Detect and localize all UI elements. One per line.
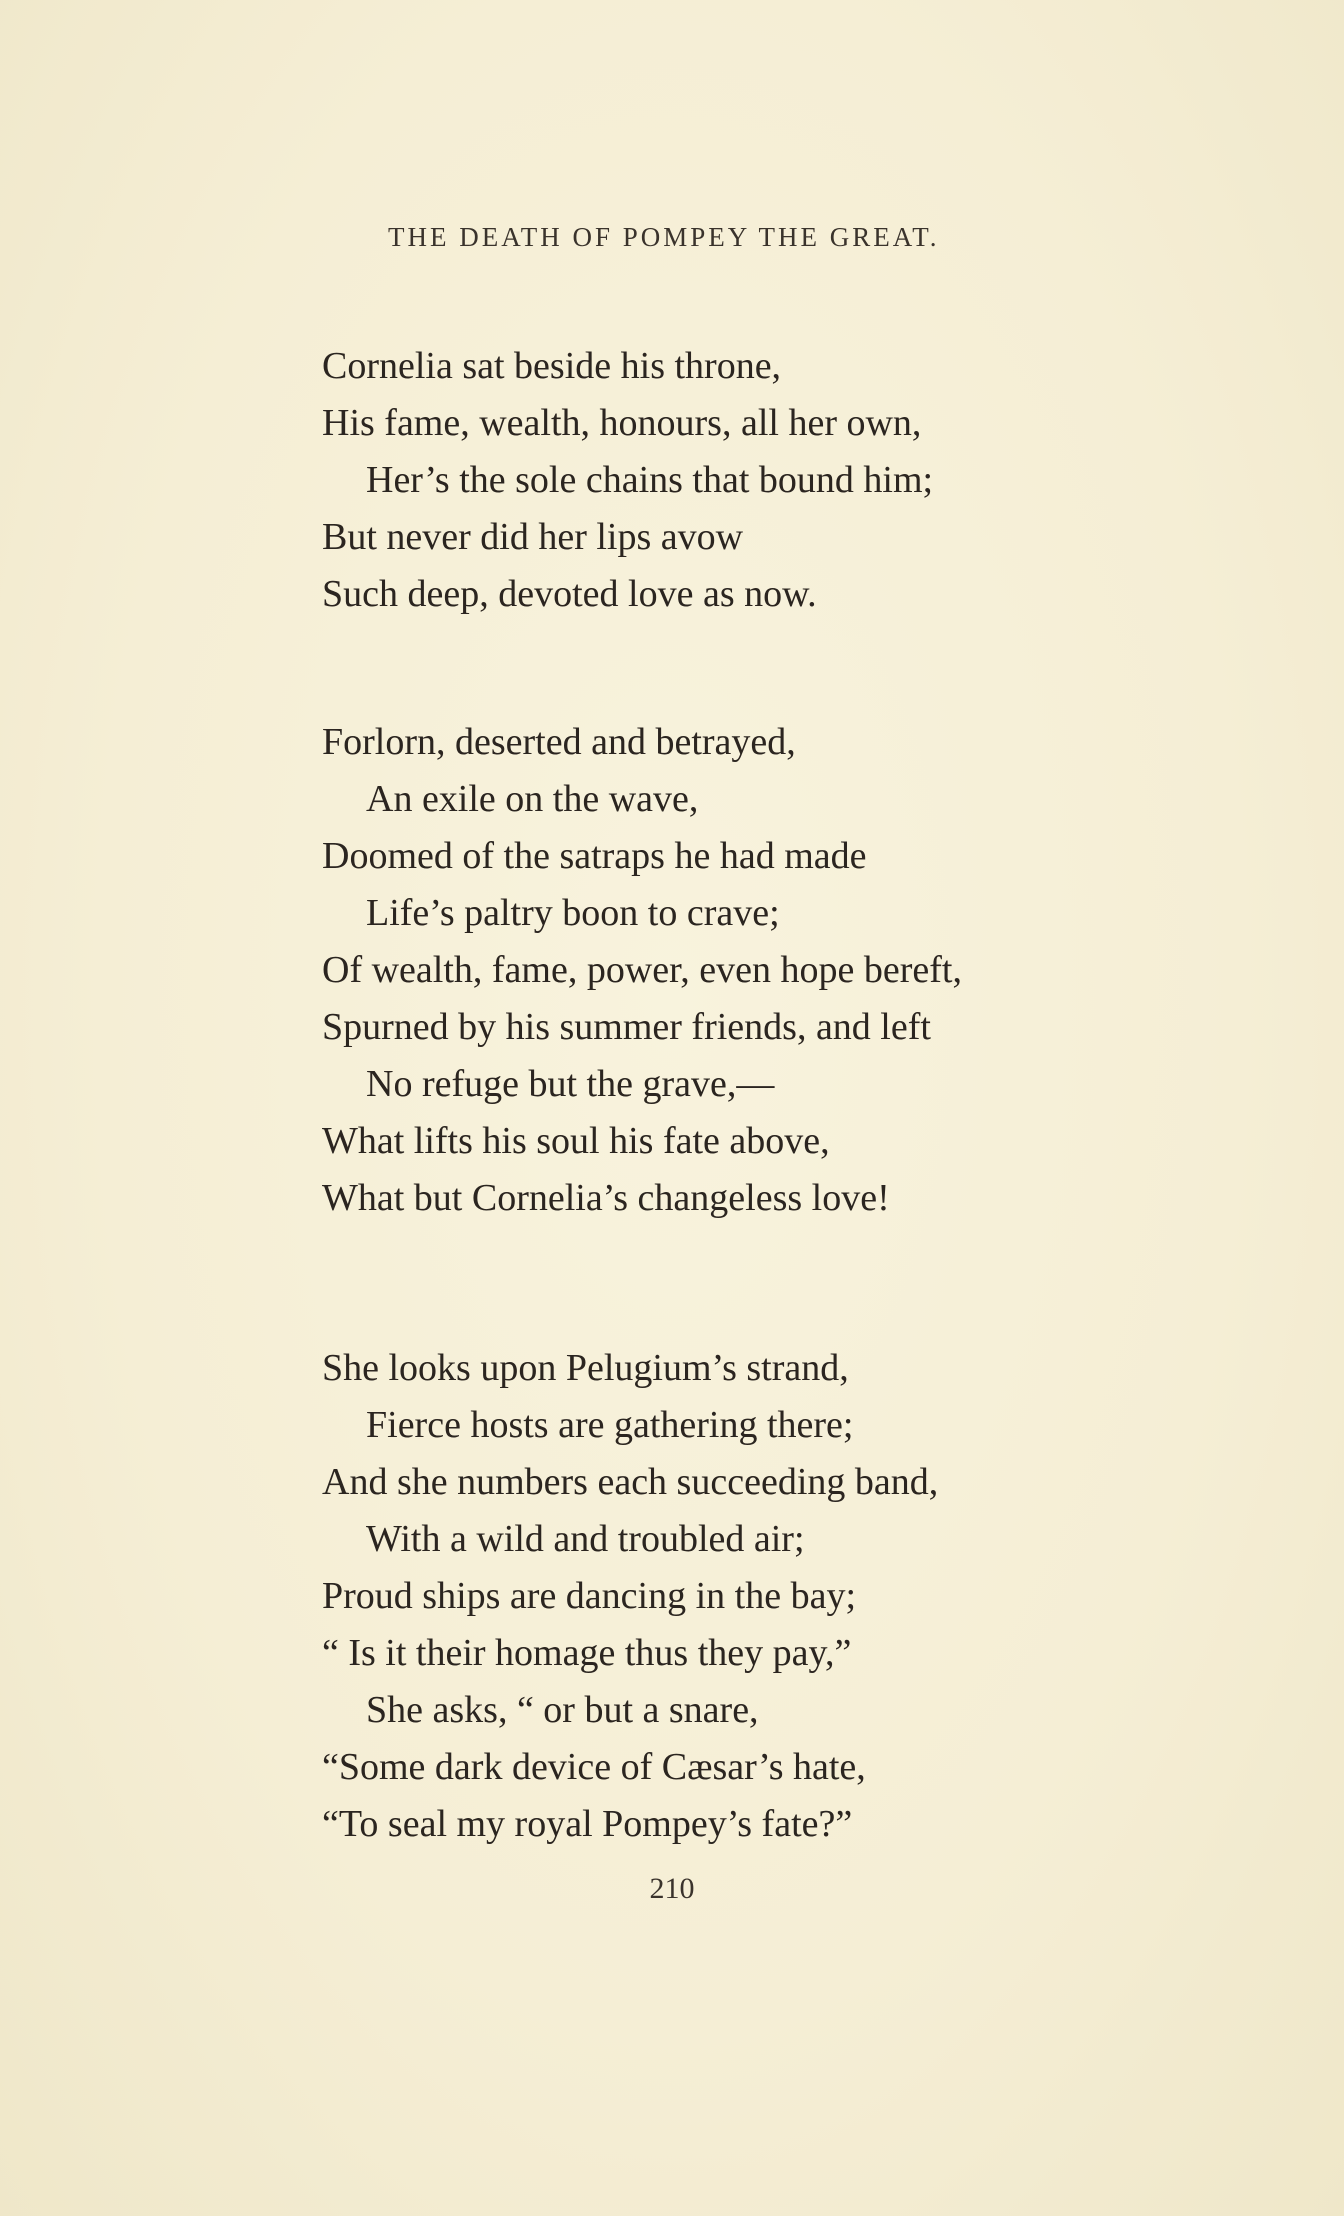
stanza: [322, 338, 1222, 623]
poem-line: What lifts his soul his fate above,: [322, 1120, 830, 1162]
poem-line: “To seal my royal Pompey’s fate?”: [322, 1803, 853, 1845]
poem-line: Forlorn, deserted and betrayed,: [322, 721, 796, 763]
poem-line: Proud ships are dancing in the bay;: [322, 1575, 857, 1617]
stanza: [322, 1340, 1222, 1853]
page-number: 210: [649, 1872, 695, 1905]
poem-line: And she numbers each succeeding band,: [322, 1461, 939, 1503]
poem-line: Fierce hosts are gathering there;: [366, 1404, 854, 1446]
poem-line: What but Cornelia’s changeless love!: [322, 1177, 890, 1219]
poem-line: Spurned by his summer friends, and left: [322, 1006, 931, 1048]
poem-line: His fame, wealth, honours, all her own,: [322, 402, 922, 444]
poem-line: “Some dark device of Cæsar’s hate,: [322, 1746, 866, 1788]
poem-line: With a wild and troubled air;: [366, 1518, 805, 1560]
poem-line: Of wealth, fame, power, even hope bereft,: [322, 949, 962, 991]
poem-line: Cornelia sat beside his throne,: [322, 345, 782, 387]
poem-line: But never did her lips avow: [322, 516, 744, 558]
stanza: [322, 714, 1222, 1227]
poem-line: She looks upon Pelugium’s strand,: [322, 1347, 849, 1389]
poem-line: No refuge but the grave,—: [366, 1063, 775, 1105]
poem-line: Such deep, devoted love as now.: [322, 573, 817, 615]
running-head: THE DEATH OF POMPEY THE GREAT.: [388, 222, 940, 252]
poem-line: Life’s paltry boon to crave;: [366, 892, 780, 934]
poem-line: An exile on the wave,: [366, 778, 699, 820]
poem-line: Doomed of the satraps he had made: [322, 835, 867, 877]
poem-line: Her’s the sole chains that bound him;: [366, 459, 934, 501]
poem-line: She asks, “ or but a snare,: [366, 1689, 759, 1731]
poem-line: “ Is it their homage thus they pay,”: [322, 1632, 852, 1674]
